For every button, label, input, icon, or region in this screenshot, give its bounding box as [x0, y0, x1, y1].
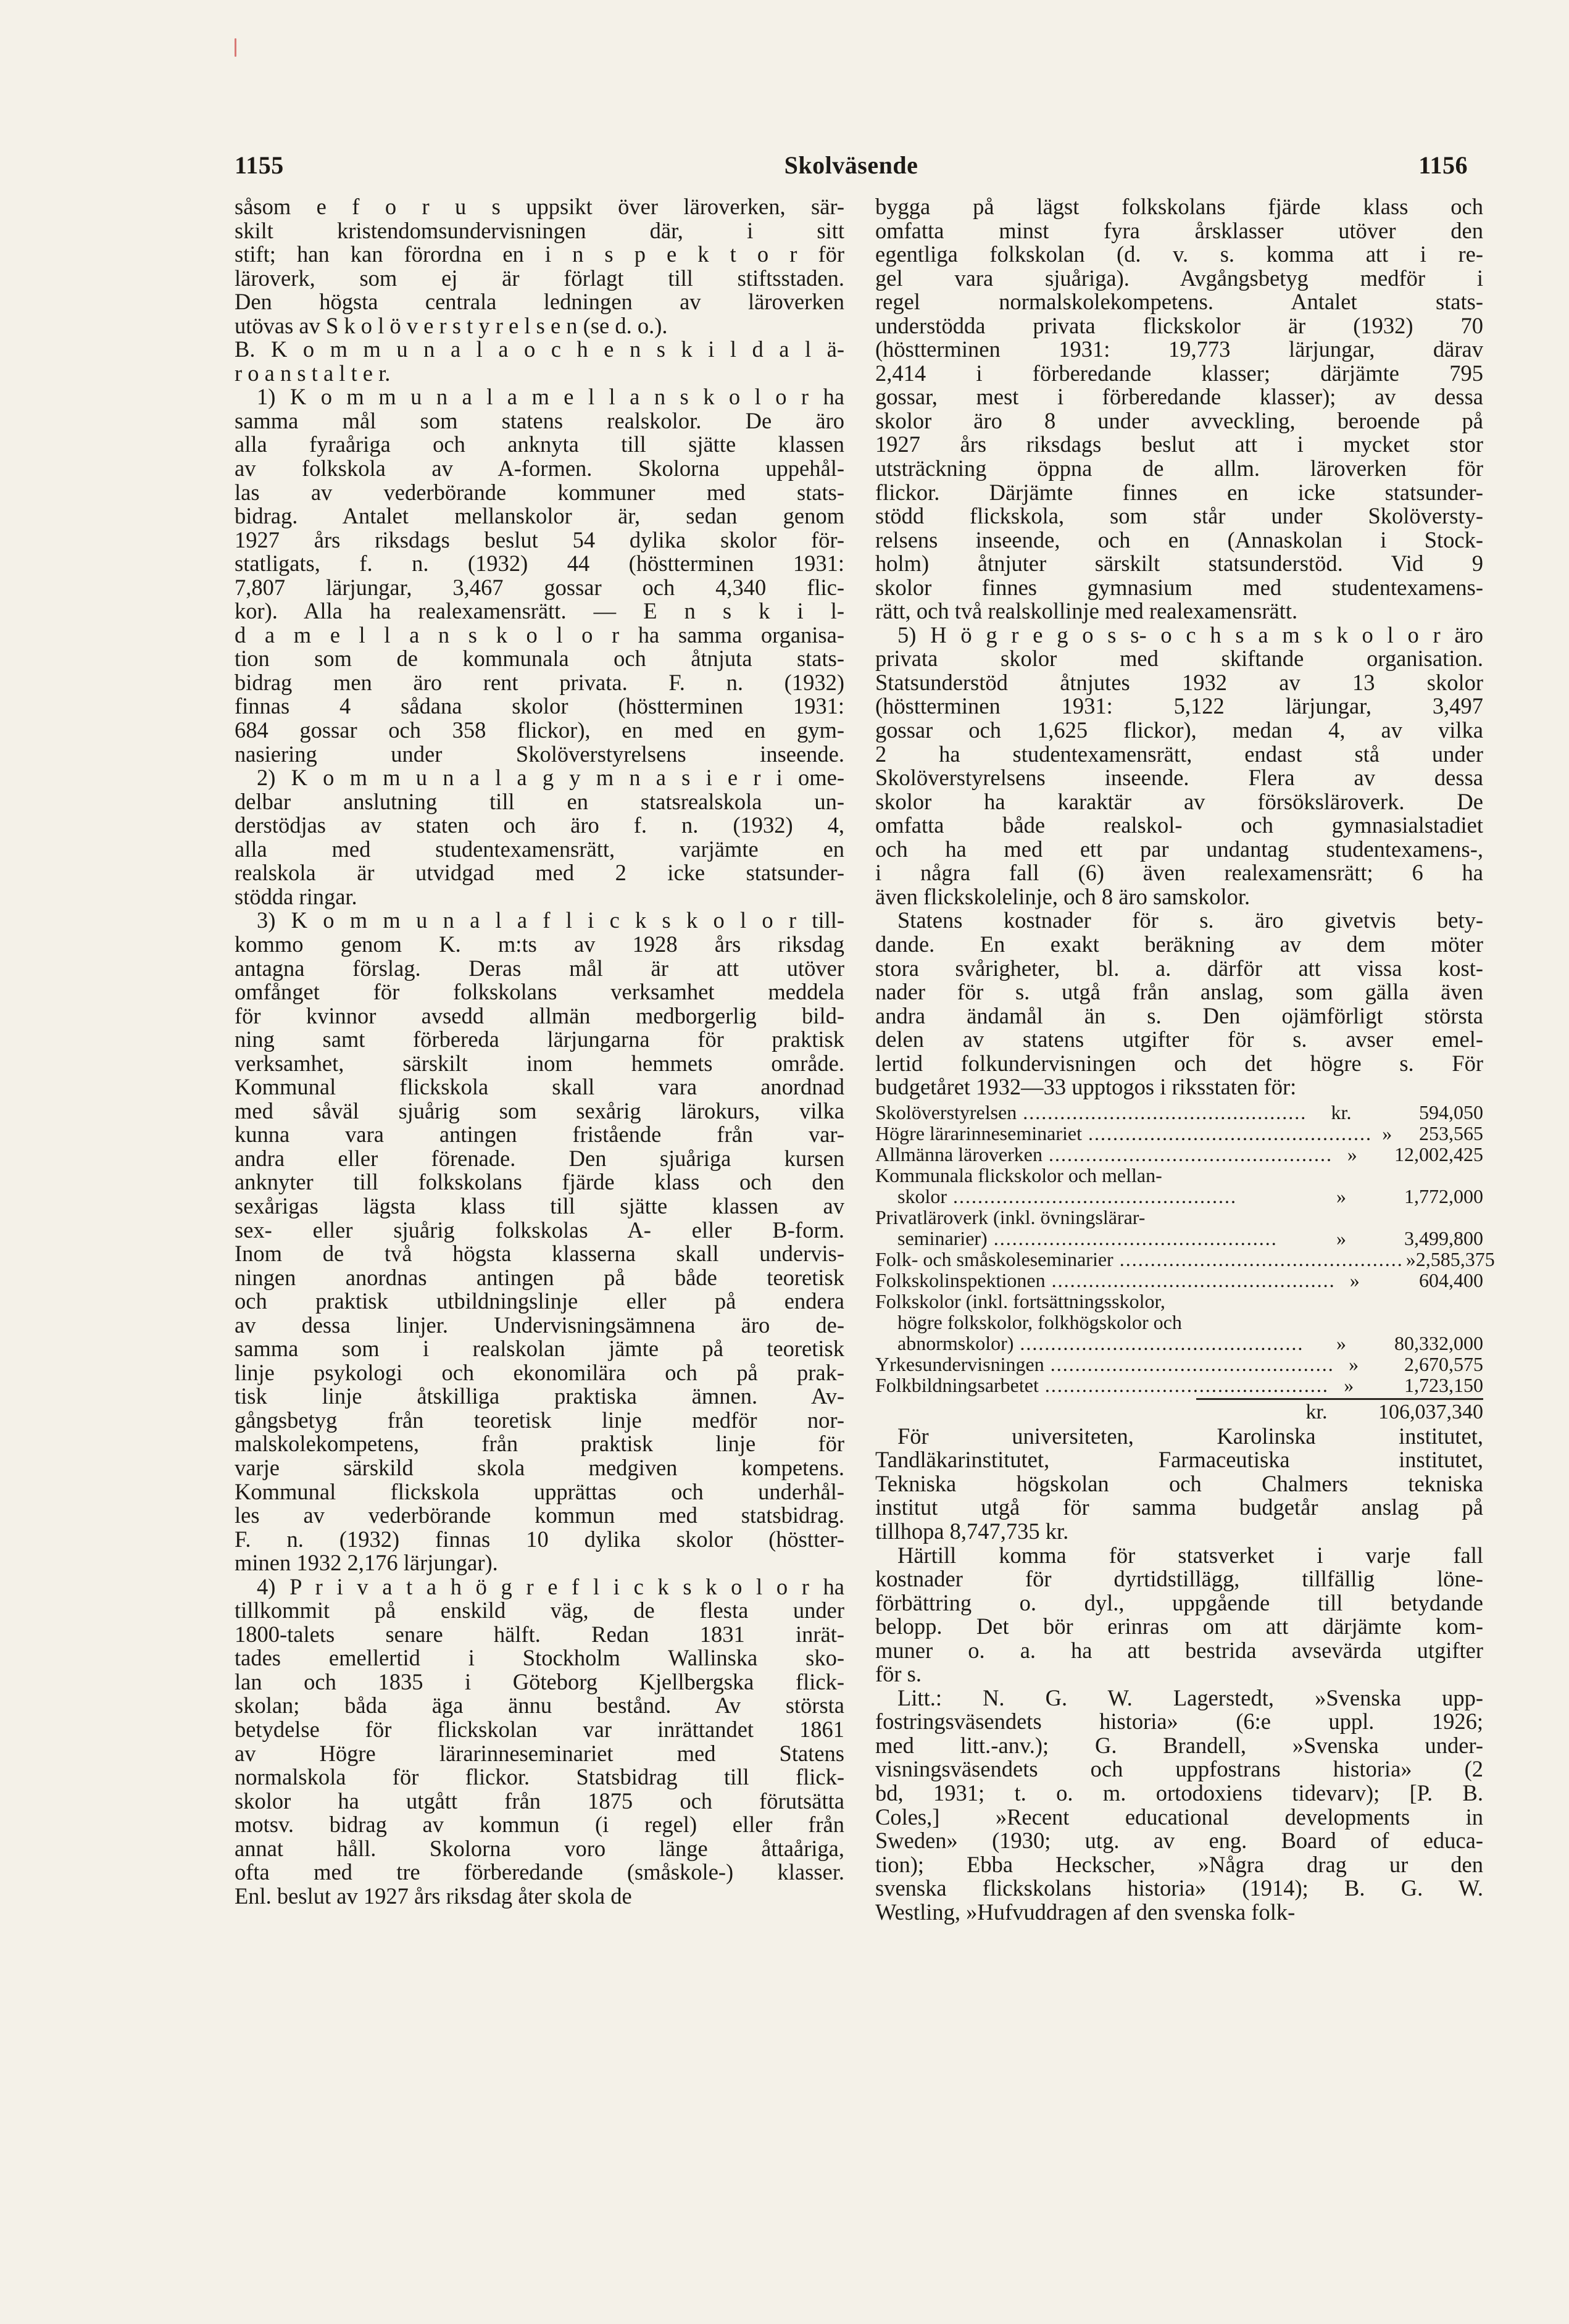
- budget-item-unit: »: [1336, 1227, 1346, 1249]
- budget-item-name: Folkskolinspektionen ..............................................: [875, 1268, 1336, 1291]
- budget-item-name: Skolöverstyrelsen ..............................................: [875, 1101, 1307, 1123]
- text-line: statligats, f. n. (1932) 44 (höstterminen 1931:: [235, 551, 844, 577]
- text-line: 1800-talets senare hälft. Redan 1831 inrät-: [235, 1621, 844, 1647]
- text-line: för s.: [875, 1661, 922, 1687]
- running-title: Skolväsende: [784, 151, 918, 179]
- budget-item-value: 2,670,575: [1404, 1352, 1483, 1375]
- text-line: 2 ha studentexamensrätt, endast stå under: [875, 741, 1483, 767]
- text-line: egentliga folkskolan (d. v. s. komma att i re-: [875, 241, 1483, 267]
- text-line: understödda privata flickskolor är (1932) 70: [875, 312, 1483, 338]
- text-line: bygga på lägst folkskolans fjärde klass och: [875, 194, 1483, 219]
- emphasized-term: K o m m u n a l a g y m n a s i e r: [291, 765, 761, 791]
- leader-dots: ..............................................: [1043, 1143, 1333, 1165]
- text-line: samma mål som statens realskolor. De äro: [235, 407, 844, 433]
- text-line: 1927 års riksdags beslut att i mycket stor: [875, 431, 1483, 457]
- emphasized-term: E n s k i l-: [643, 598, 844, 624]
- budget-row: [875, 1375, 1483, 1396]
- text-line: utsträckning öppna de allm. läroverken för: [875, 456, 1483, 481]
- budget-item-name: Folk- och småskoleseminarier ..............................................: [875, 1247, 1404, 1270]
- text-line: omfatta både realskol- och gymnasialstadiet: [875, 812, 1483, 838]
- text-line: stora svårigheter, bl. a. därför att vissa kost-: [875, 955, 1483, 981]
- budget-item-value: 594,050: [1419, 1101, 1483, 1123]
- text-line: med såväl sjuårig som sexårig lärokurs, vilka: [235, 1097, 844, 1123]
- text-line: för kvinnor avsedd allmän medborgerlig bild-: [235, 1002, 844, 1028]
- text-line: skolor ha utgått från 1875 och förutsätta: [235, 1788, 844, 1814]
- budget-item-name: Högre lärarinneseminariet ..............................................: [875, 1122, 1372, 1144]
- text-line: flickor. Därjämte finnes en icke statsunder-: [875, 479, 1483, 505]
- text-line: Tekniska högskolan och Chalmers tekniska: [875, 1470, 1483, 1496]
- leader-dots: ..............................................: [947, 1185, 1237, 1207]
- text-line: delen av statens utgifter för s. avser emel-: [875, 1027, 1483, 1052]
- text-line: derstödjas av staten och äro f. n. (1932) 4,: [235, 812, 844, 838]
- text-line: relsens inseende, och en (Annaskolan i Stock-: [875, 527, 1483, 552]
- budget-item-unit: »: [1349, 1352, 1359, 1375]
- text-line: Härtill komma för statsverket i varje fall: [897, 1542, 1483, 1568]
- text-line: stödda ringar.: [235, 883, 357, 909]
- emphasized-term: d a m e l l a n s k o l o r: [235, 622, 620, 648]
- emphasized-term: H ö g r e g o s s- o c h s a m s k o l o r: [930, 622, 1441, 648]
- text-line: 5) H ö g r e g o s s- o c h s a m s k o l o r äro: [897, 622, 1484, 648]
- text-line: även flickskolelinje, och 8 äro samskolor.: [875, 883, 1251, 909]
- text-line: andra eller förenade. Den sjuåriga kursen: [235, 1145, 844, 1171]
- budget-item-value: 12,002,425: [1394, 1143, 1483, 1165]
- text-line: Inom de två högsta klasserna skall undervis-: [235, 1241, 844, 1267]
- text-line: d a m e l l a n s k o l o r ha samma organisa-: [235, 622, 844, 648]
- text-line: rätt, och två realskollinje med realexamensrätt.: [875, 598, 1298, 624]
- text-line: institut utgå för samma budgetår anslag på: [875, 1494, 1483, 1520]
- text-line: skilt kristendomsundervisningen där, i sitt: [235, 217, 844, 243]
- budget-row: [875, 1123, 1483, 1144]
- text-line: förbättring o. dyl., uppgående till betydande: [875, 1589, 1483, 1615]
- budget-row: [875, 1165, 1483, 1207]
- emphasized-term: K o m m u n a l a f l i c k s k o l o r: [291, 907, 797, 933]
- budget-item-unit: »: [1344, 1373, 1354, 1396]
- budget-row: [875, 1354, 1483, 1375]
- emphasized-term: S k o l ö v e r s t y r e l s e n: [326, 312, 578, 338]
- text-line: Den högsta centrala ledningen av läroverken: [235, 289, 844, 315]
- text-line: stödd flickskola, som står under Skolöversty-: [875, 503, 1483, 529]
- budget-total-unit: kr.: [1305, 1400, 1328, 1423]
- text-line: Statsunderstöd åtnjutes 1932 av 13 skolor: [875, 669, 1483, 695]
- text-line: 684 gossar och 358 flickor), en med en gym-: [235, 717, 844, 743]
- text-line: fostringsväsendets historia» (6:e uppl. 1926;: [875, 1709, 1483, 1735]
- text-line: skolor äro 8 under avveckling, beroende på: [875, 407, 1483, 433]
- text-line: gel vara sjuåriga). Avgångsbetyg medför i: [875, 265, 1483, 291]
- left-page-number: 1155: [235, 151, 284, 179]
- text-line: tades emellertid i Stockholm Wallinska sko-: [235, 1645, 844, 1671]
- text-line: gossar och 1,625 flickor), medan 4, av vilka: [875, 717, 1483, 743]
- page-header: [235, 151, 1468, 181]
- text-line: (höstterminen 1931: 5,122 lärjungar, 3,497: [875, 693, 1483, 719]
- emphasized-term: e f o r u s: [316, 194, 501, 219]
- text-line: alla fyraåriga och anknyta till sjätte klassen: [235, 431, 844, 457]
- text-line: antagna förslag. Deras mål är att utöver: [235, 955, 844, 981]
- leader-dots: ..............................................: [1081, 1122, 1372, 1144]
- budget-total-value: 106,037,340: [1378, 1400, 1483, 1423]
- right-page-number: 1156: [1418, 151, 1468, 179]
- text-line: 1927 års riksdags beslut 54 dylika skolor för-: [235, 527, 844, 552]
- text-line: realskola är utvidgad med 2 icke statsunder-: [235, 860, 844, 886]
- text-line: les av vederbörande kommun med statsbidrag.: [235, 1502, 844, 1528]
- text-line: ofta med tre förberedande (småskole-) klasser.: [235, 1859, 844, 1885]
- text-line: tillhopa 8,747,735 kr.: [875, 1518, 1069, 1544]
- text-line: lan och 1835 i Göteborg Kjellbergska flick-: [235, 1668, 844, 1694]
- budget-row: [875, 1291, 1483, 1354]
- text-line: skolor finnes gymnasium med studentexamens-: [875, 574, 1483, 600]
- leader-dots: ..............................................: [1013, 1331, 1304, 1354]
- text-line: kostnader för dyrtidstillägg, tillfällig löne-: [875, 1566, 1483, 1592]
- text-line: av folkskola av A-formen. Skolorna uppehål-: [235, 456, 844, 481]
- budget-item-name: Folkbildningsarbetet ..............................................: [875, 1373, 1329, 1396]
- text-line: finnas 4 sådana skolor (höstterminen 1931:: [235, 693, 844, 719]
- budget-item-unit: »: [1336, 1331, 1346, 1354]
- leader-dots: ..............................................: [1017, 1101, 1307, 1123]
- budget-item-value: 80,332,000: [1394, 1331, 1483, 1354]
- text-line: 2) K o m m u n a l a g y m n a s i e r i ome-: [257, 765, 845, 791]
- emphasized-term: K o m m u n a l a o c h e n s k i l d a l ä-: [270, 336, 844, 362]
- text-line: 3) K o m m u n a l a f l i c k s k o l o r till-: [257, 907, 845, 933]
- text-line: tisk linje åtskilliga praktiska ämnen. Av-: [235, 1383, 844, 1409]
- text-line: privata skolor med skiftande organisation.: [875, 646, 1483, 672]
- text-line: F. n. (1932) finnas 10 dylika skolor (höstter-: [235, 1526, 844, 1552]
- text-line: omfatta minst fyra årsklasser utöver den: [875, 217, 1483, 243]
- text-line: Kommunal flickskola skall vara anordnad: [235, 1074, 844, 1100]
- text-line: lertid folkundervisningen och det högre s. För: [875, 1050, 1483, 1076]
- text-line: Coles,] »Recent educational developments in: [875, 1804, 1483, 1830]
- budget-item-unit: »: [1347, 1143, 1357, 1165]
- text-line: skolan; båda äga ännu bestånd. Av största: [235, 1693, 844, 1718]
- text-line: holm) åtnjuter särskilt statsunderstöd. Vid 9: [875, 551, 1483, 577]
- text-line: malskolekompetens, från praktisk linje för: [235, 1431, 844, 1457]
- text-line: betydelse för flickskolan var inrättandet 1861: [235, 1717, 844, 1742]
- text-line: med litt.-anv.); G. Brandell, »Svenska under-: [875, 1732, 1483, 1758]
- text-line: kunna vara antingen fristående från var-: [235, 1122, 844, 1147]
- text-line: Tandläkarinstitutet, Farmaceutiska institutet,: [875, 1447, 1483, 1473]
- text-line: samma som i realskolan jämte på teoretisk: [235, 1336, 844, 1362]
- text-line: Sweden» (1930; utg. av eng. Board of educa-: [875, 1828, 1483, 1854]
- text-line: linje psykologi och ekonomilära och på prak-: [235, 1359, 844, 1385]
- text-line: anknyter till folkskolans fjärde klass och den: [235, 1169, 844, 1195]
- budget-item-value: 253,565: [1419, 1122, 1483, 1144]
- emphasized-term: K o m m u n a l a m e l l a n s k o l o r: [289, 384, 809, 410]
- budget-item-unit: »: [1405, 1247, 1416, 1270]
- text-line: svenska flickskolans historia» (1914); B. G. W.: [875, 1875, 1483, 1901]
- text-line: verksamhet, särskilt inom hemmets område.: [235, 1050, 844, 1076]
- text-line: ning samt förbereda lärjungarna för praktisk: [235, 1027, 844, 1052]
- text-line: stift; han kan förordna en i n s p e k t o r för: [235, 241, 845, 267]
- budget-item-unit: kr.: [1331, 1101, 1352, 1123]
- right-column-text-before-budget: [875, 195, 1483, 1099]
- text-line: Statens kostnader för s. äro givetvis bety-: [897, 907, 1483, 933]
- budget-item-value: 2,585,375: [1415, 1247, 1495, 1270]
- budget-row: [875, 1247, 1495, 1270]
- text-line: Litt.: N. G. W. Lagerstedt, »Svenska upp-: [897, 1685, 1483, 1710]
- text-line: belopp. Det bör erinras om att därjämte kom-: [875, 1614, 1483, 1639]
- text-line: tion som de kommunala och åtnjuta stats-: [235, 646, 844, 672]
- text-line: bidrag. Antalet mellanskolor är, sedan genom: [235, 503, 844, 529]
- text-line: utövas av S k o l ö v e r s t y r e l s e n (se d. o.).: [235, 312, 668, 338]
- text-line: i några fall (6) även realexamensrätt; 6 ha: [875, 860, 1483, 886]
- text-line: Enl. beslut av 1927 års riksdag åter skola de: [235, 1883, 632, 1909]
- text-line: minen 1932 2,176 lärjungar).: [235, 1550, 498, 1576]
- text-line: las av vederbörande kommuner med stats-: [235, 479, 844, 505]
- text-line: visningsväsendets och uppfostrans historia» (2: [875, 1756, 1483, 1782]
- margin-mark: [235, 38, 236, 57]
- budget-item-name: Folkskolor (inkl. fortsättningsskolor, högre folkskolor, folkhögskolor och abnormskolor) ..............................................: [875, 1289, 1304, 1354]
- budget-item-value: 1,772,000: [1404, 1185, 1483, 1207]
- emphasized-term: i n s p e k t o r: [544, 241, 797, 267]
- right-column: [875, 194, 1495, 1925]
- text-line: nader för s. utgå från anslag, som gälla även: [875, 979, 1483, 1005]
- budget-item-name: Allmänna läroverken ..............................................: [875, 1143, 1333, 1165]
- budget-item-unit: »: [1349, 1268, 1360, 1291]
- budget-item-name: Yrkesundervisningen ..............................................: [875, 1352, 1334, 1375]
- text-line: annat håll. Skolorna voro länge åttaåriga,: [235, 1835, 844, 1861]
- text-line: bidrag men äro rent privata. F. n. (1932): [235, 669, 844, 695]
- budget-item-value: 1,723,150: [1404, 1373, 1483, 1396]
- text-line: av dessa linjer. Undervisningsämnena äro de-: [235, 1312, 844, 1338]
- text-line: bd, 1931; t. o. m. ortodoxiens tidevarv); [P. B.: [875, 1780, 1483, 1805]
- text-line: motsv. bidrag av kommun (i regel) eller från: [235, 1812, 844, 1838]
- budget-table: [875, 1101, 1495, 1396]
- text-line: alla med studentexamensrätt, varjämte en: [235, 836, 844, 862]
- text-line: (höstterminen 1931: 19,773 lärjungar, därav: [875, 336, 1483, 362]
- text-line: omfånget för folkskolans verksamhet meddela: [235, 979, 844, 1005]
- text-line: och praktisk utbildningslinje eller på endera: [235, 1288, 844, 1314]
- text-line: Kommunal flickskola upprättas och underhål-: [235, 1478, 844, 1504]
- text-line: nasiering under Skolöverstyrelsens inseende.: [235, 741, 844, 767]
- text-line: 4) P r i v a t a h ö g r e f l i c k s k o l o r ha: [257, 1573, 845, 1599]
- text-line: läroverk, som ej är förlagt till stiftsstaden.: [235, 265, 844, 291]
- text-line: tion); Ebba Heckscher, »Några drag ur den: [875, 1851, 1483, 1877]
- text-line: kommo genom K. m:ts av 1928 års riksdag: [235, 931, 844, 957]
- emphasized-term: P r i v a t a h ö g r e f l i c k s k o l o r: [289, 1573, 809, 1599]
- text-line: [235, 362, 844, 386]
- budget-row: [875, 1207, 1483, 1249]
- text-line: ningen anordnas antingen på både teoretisk: [235, 1264, 844, 1290]
- leader-dots: ..............................................: [1038, 1373, 1329, 1396]
- text-line: 2,414 i förberedande klasser; därjämte 795: [875, 360, 1483, 386]
- emphasized-term: r o a n s t a l t e r.: [235, 360, 391, 386]
- left-column: [235, 195, 844, 1908]
- budget-item-value: 604,400: [1419, 1268, 1483, 1291]
- text-line: och ha med ett par undantag studentexamens-,: [875, 836, 1483, 862]
- budget-item-value: 3,499,800: [1404, 1227, 1483, 1249]
- leader-dots: ..............................................: [1113, 1247, 1404, 1270]
- budget-total-row: [875, 1400, 1483, 1425]
- text-line: B. K o m m u n a l a o c h e n s k i l d a l ä-: [235, 336, 844, 362]
- text-line: Westling, »Hufvuddragen af den svenska folk-: [875, 1899, 1296, 1925]
- leader-dots: ..............................................: [1045, 1268, 1336, 1291]
- text-line: gossar, mest i förberedande klasser); av dessa: [875, 384, 1483, 410]
- text-line: andra ändamål än s. Den ojämförligt största: [875, 1002, 1483, 1028]
- text-line: Skolöverstyrelsens inseende. Flera av dessa: [875, 765, 1483, 791]
- text-line: normalskola för flickor. Statsbidrag till flick-: [235, 1764, 844, 1790]
- leader-dots: ..............................................: [987, 1227, 1278, 1249]
- text-line: skolor ha karaktär av försöksläroverk. De: [875, 788, 1483, 814]
- budget-item-name: Kommunala flickskolor och mellan- skolor ..............................................: [875, 1164, 1237, 1207]
- text-line: budgetåret 1932—33 upptogos i riksstaten för:: [875, 1074, 1297, 1100]
- text-line: delbar anslutning till en statsrealskola un-: [235, 788, 844, 814]
- text-line: För universiteten, Karolinska institutet,: [897, 1423, 1483, 1449]
- text-line: sex- eller sjuårig folkskolas A- eller B-form.: [235, 1217, 844, 1243]
- text-line: varje särskild skola medgiven kompetens.: [235, 1454, 844, 1480]
- budget-item-name: Privatläroverk (inkl. övningslärar- seminarier) ..............................................: [875, 1206, 1278, 1249]
- budget-row: [875, 1144, 1483, 1165]
- text-line: regel normalskolekompetens. Antalet stats-: [875, 289, 1483, 315]
- text-line: sexårigas lägsta klass till sjätte klassen av: [235, 1193, 844, 1218]
- budget-item-unit: »: [1382, 1122, 1392, 1144]
- text-line: såsom e f o r u s uppsikt över läroverken, sär-: [235, 194, 844, 219]
- text-line: gångsbetyg från teoretisk linje medför nor-: [235, 1407, 844, 1433]
- right-column-text-after-budget: [875, 1425, 1483, 1924]
- text-line: tillkommit på enskild väg, de flesta under: [235, 1597, 844, 1623]
- text-line: 1) K o m m u n a l a m e l l a n s k o l o r ha: [257, 384, 845, 410]
- text-line: muner o. a. ha att bestrida avsevärda utgifter: [875, 1637, 1483, 1663]
- budget-row: [875, 1102, 1483, 1123]
- budget-row: [875, 1270, 1483, 1291]
- budget-item-unit: »: [1336, 1185, 1346, 1207]
- text-line: 7,807 lärjungar, 3,467 gossar och 4,340 flic-: [235, 574, 844, 600]
- leader-dots: ..............................................: [1044, 1352, 1334, 1375]
- text-line: av Högre lärarinneseminariet med Statens: [235, 1740, 844, 1766]
- text-line: dande. En exakt beräkning av dem möter: [875, 931, 1483, 957]
- text-line: kor). Alla ha realexamensrätt. — E n s k i l-: [235, 598, 844, 624]
